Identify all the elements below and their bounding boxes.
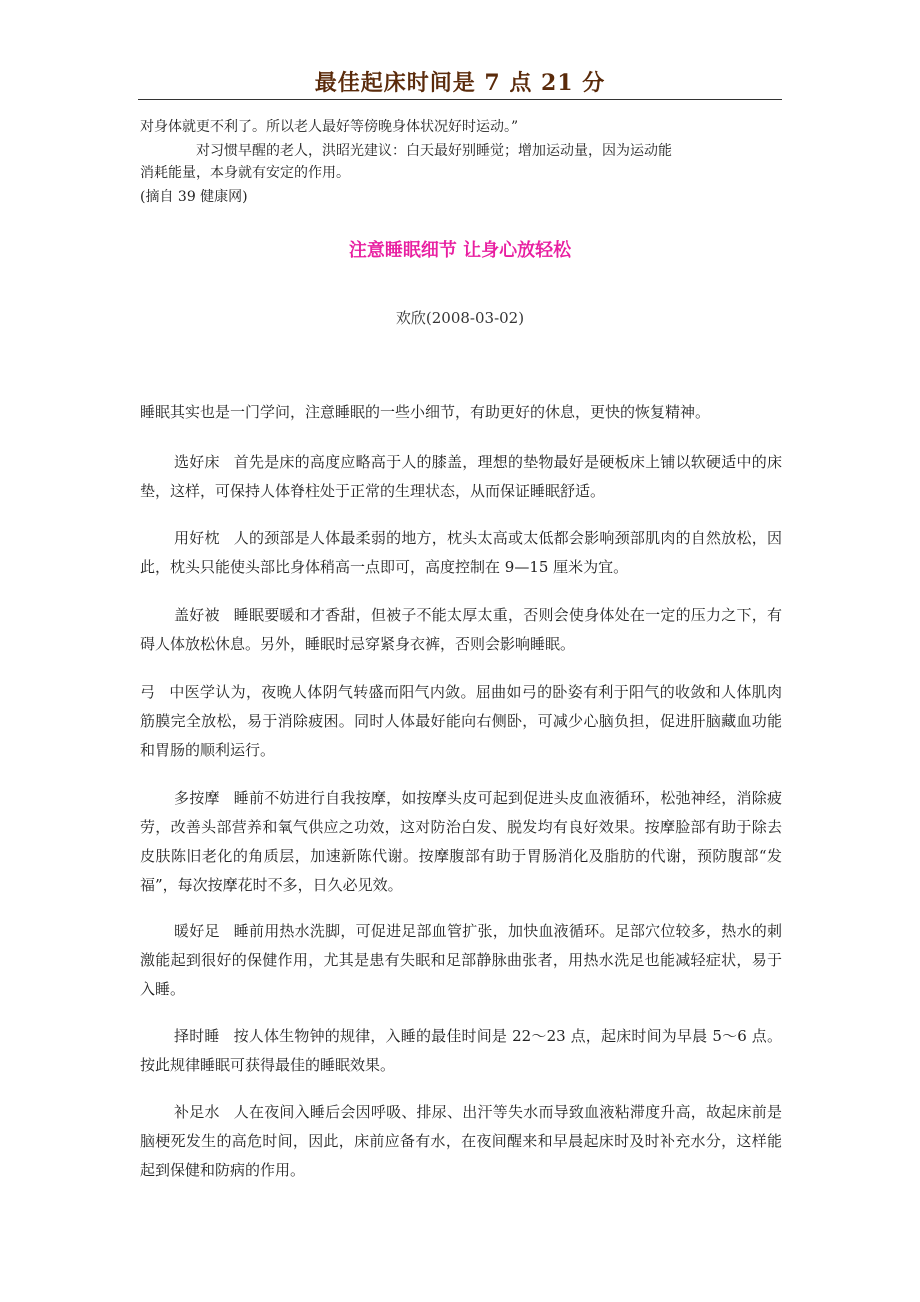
tip-heading: 多按摩	[174, 789, 220, 807]
tip-text: 睡前用热水洗脚，可促进足部血管扩张，加快血液循环。足部穴位较多，热水的刺激能起到很好的保健作用，尤其是患有失眠和足部静脉曲张者，用热水洗足也能减轻症状，易于入睡。	[140, 922, 782, 998]
tip-paragraph	[140, 448, 782, 506]
tip-paragraph	[140, 1022, 782, 1080]
tip-text: 人在夜间入睡后会因呼吸、排尿、出汗等失水而导致血液粘滞度升高，故起床前是脑梗死发生的高危时间，因此，床前应备有水，在夜间醒来和早晨起床时及时补充水分，这样能起到保健和防病的作用。	[140, 1103, 782, 1179]
tip-heading: 用好枕	[174, 529, 220, 547]
article-title: 注意睡眠细节 让身心放轻松	[348, 240, 572, 261]
page-header-title: 最佳起床时间是 7 点 21 分	[314, 70, 606, 96]
article-intro: 睡眠其实也是一门学问，注意睡眠的一些小细节，有助更好的休息，更快的恢复精神。	[140, 403, 711, 421]
excerpt-paragraph-line-1: 对习惯早醒的老人，洪昭光建议：白天最好别睡觉；增加运动量，因为运动能	[196, 143, 672, 159]
tip-text: 中医学认为，夜晚人体阴气转盛而阳气内敛。屈曲如弓的卧姿有利于阳气的收敛和人体肌肉筋膜完全放松，易于消除疲困。同时人体最好能向右侧卧，可减少心脑负担，促进肝脑藏血功能和胃肠的顺利运行。	[140, 683, 782, 759]
tip-text: 人的颈部是人体最柔弱的地方，枕头太高或太低都会影响颈部肌肉的自然放松，因此，枕头只能使头部比身体稍高一点即可，高度控制在 9—15 厘米为宜。	[140, 529, 782, 576]
tip-text: 按人体生物钟的规律，入睡的最佳时间是 22～23 点，起床时间为早晨 5～6 点。按此规律睡眠可获得最佳的睡眠效果。	[140, 1027, 782, 1074]
excerpt-paragraph-line-2: 消耗能量，本身就有安定的作用。	[140, 165, 350, 181]
excerpt-paragraph	[140, 140, 780, 184]
excerpt-line: 对身体就更不利了。所以老人最好等傍晚身体状况好时运动。”	[140, 119, 519, 135]
tip-paragraph	[140, 678, 782, 765]
tip-heading: 补足水	[174, 1103, 220, 1121]
tip-heading: 择时睡	[174, 1027, 220, 1045]
excerpt-source: (摘自 39 健康网)	[140, 189, 248, 205]
tip-heading: 暖好足	[174, 922, 220, 940]
header-divider	[138, 99, 782, 100]
tip-paragraph	[140, 917, 782, 1004]
tip-paragraph	[140, 784, 782, 900]
tip-paragraph	[140, 524, 782, 582]
tip-text: 首先是床的高度应略高于人的膝盖，理想的垫物最好是硬板床上铺以软硬适中的床垫，这样，可保持人体脊柱处于正常的生理状态，从而保证睡眠舒适。	[140, 453, 782, 500]
tip-text: 睡眠要暖和才香甜，但被子不能太厚太重，否则会使身体处在一定的压力之下，有碍人体放松休息。另外，睡眠时忌穿紧身衣裤，否则会影响睡眠。	[140, 606, 782, 653]
tip-text: 睡前不妨进行自我按摩，如按摩头皮可起到促进头皮血液循环，松弛神经，消除疲劳，改善头部营养和氧气供应之功效，这对防治白发、脱发均有良好效果。按摩脸部有助于除去皮肤陈旧老化的角质层，加速新陈代谢。按摩腹部有助于胃肠消化及脂肪的代谢，预防腹部“发福”，每次按摩花时不多，日久必见效。	[140, 789, 782, 894]
tip-paragraph	[140, 601, 782, 659]
tip-heading: 盖好被	[174, 606, 220, 624]
tip-heading: 选好床	[174, 453, 220, 471]
article-byline: 欢欣(2008-03-02)	[395, 309, 525, 327]
tip-heading: 弓	[140, 683, 156, 701]
tip-paragraph	[140, 1098, 782, 1185]
